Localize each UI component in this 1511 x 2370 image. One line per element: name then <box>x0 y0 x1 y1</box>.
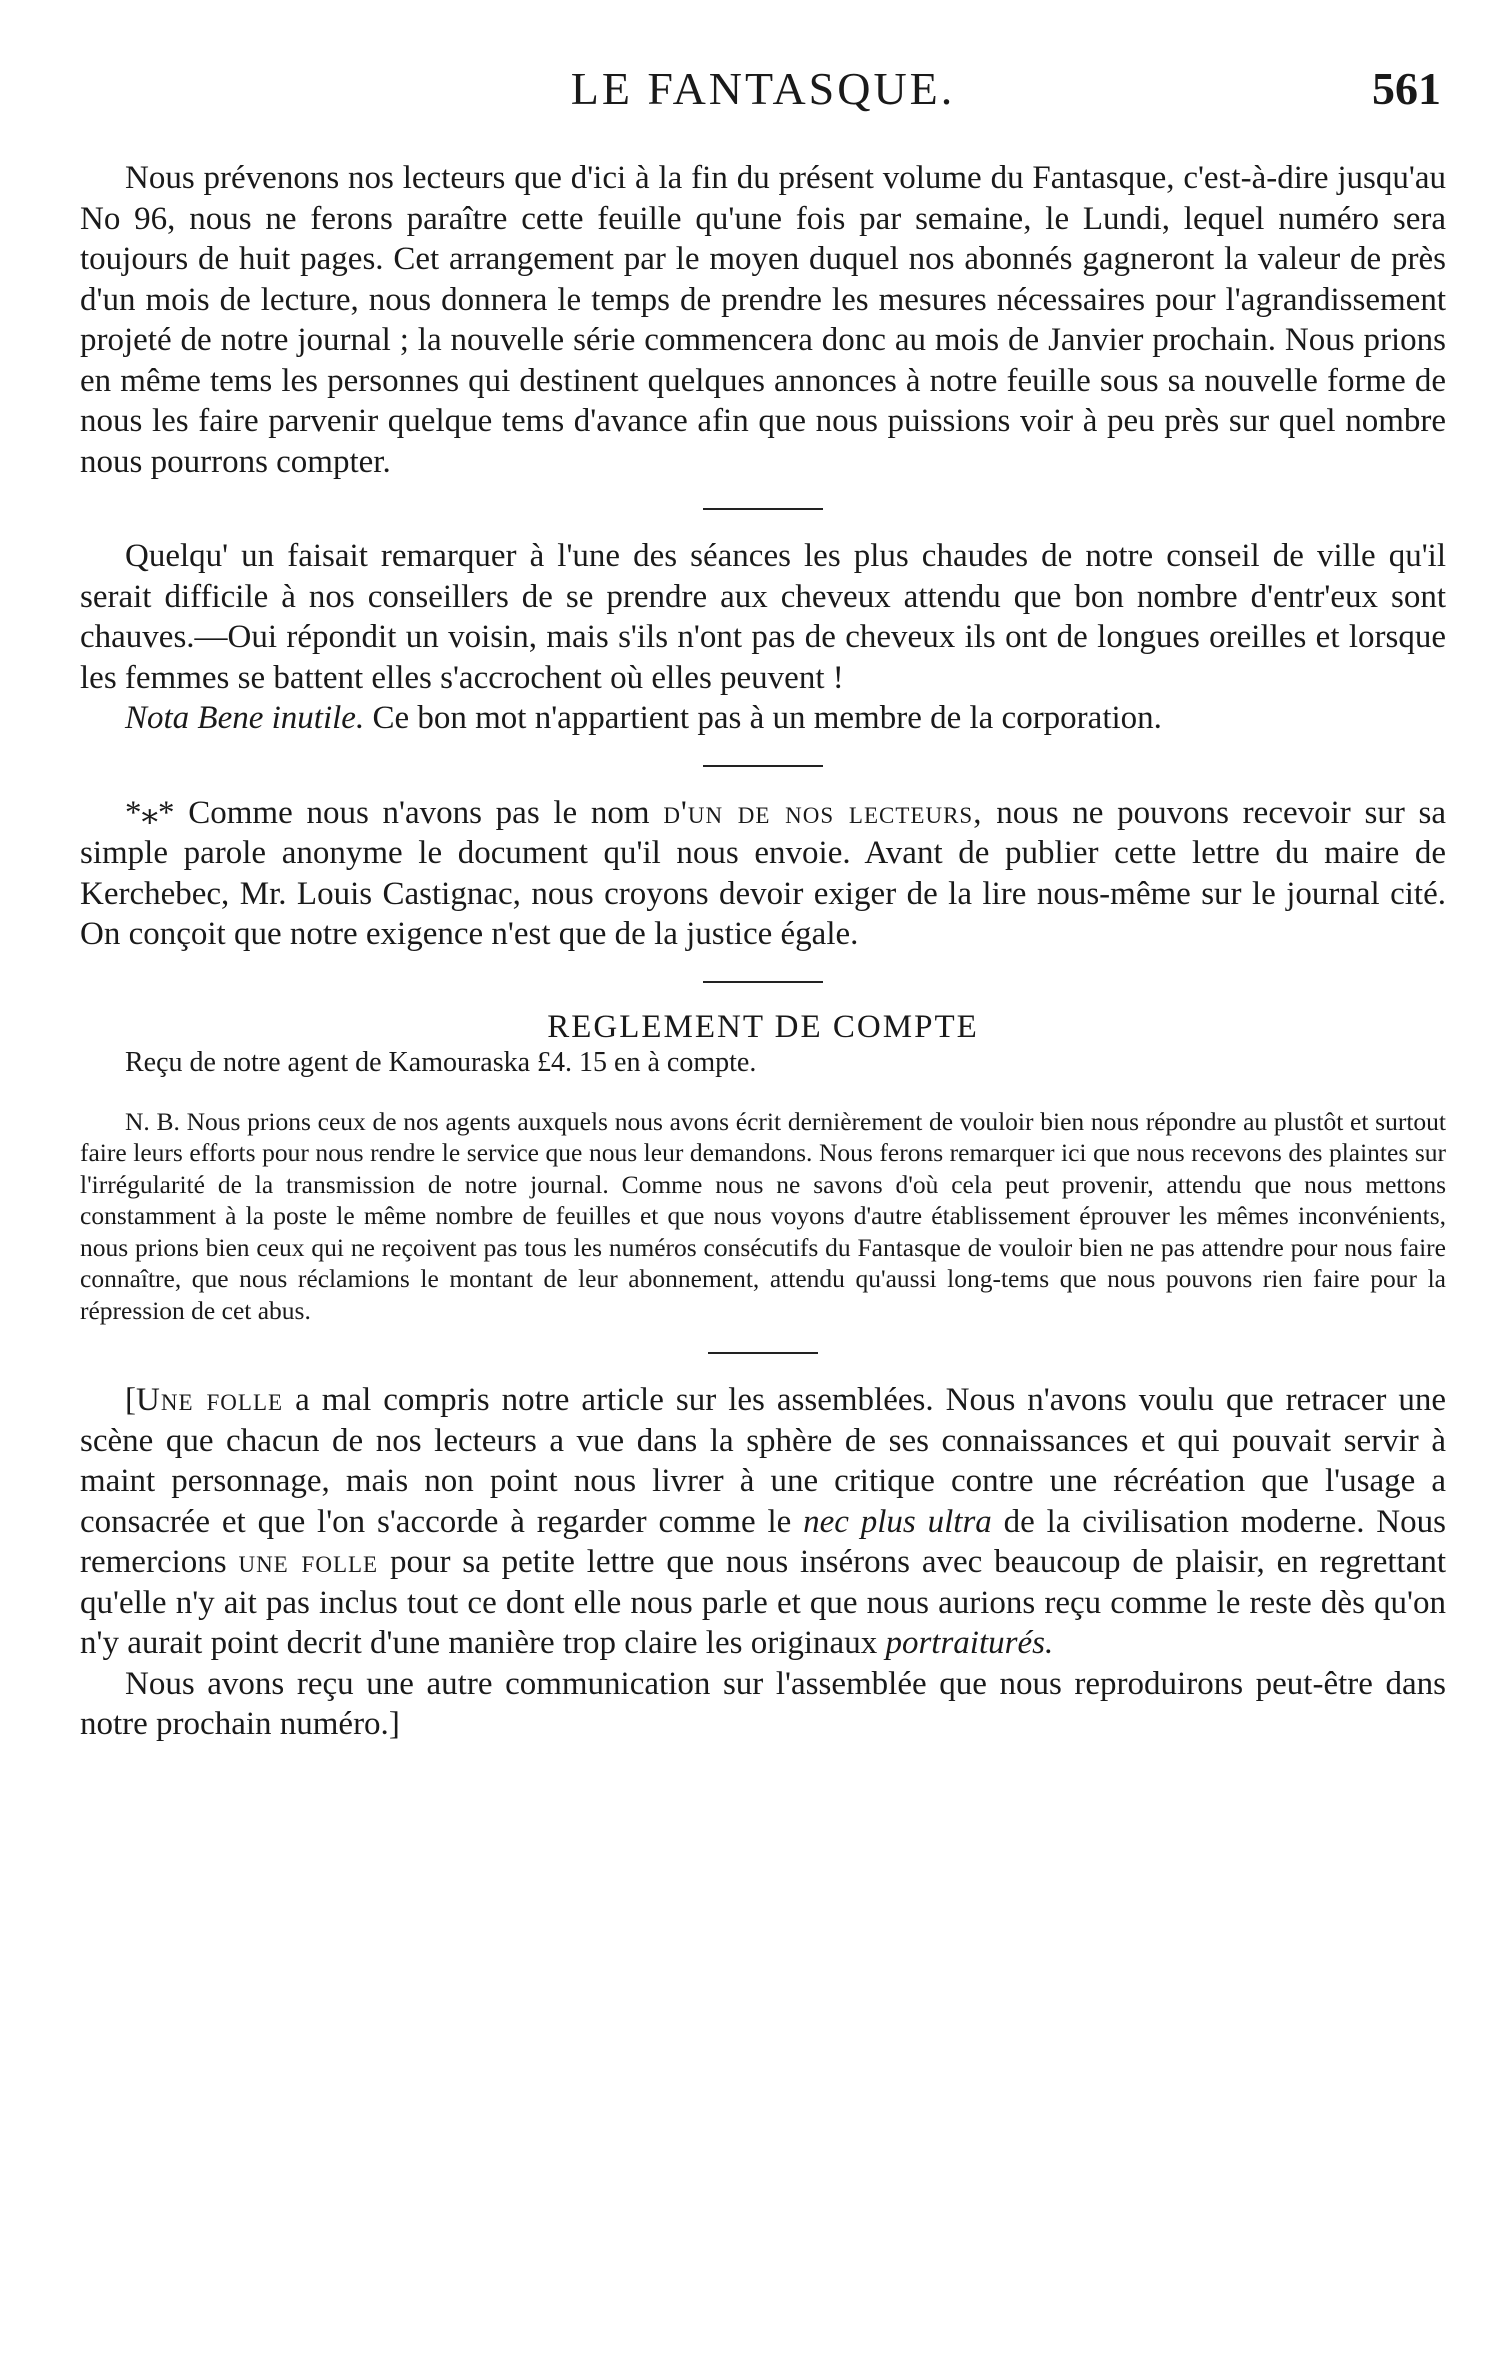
subscription-notice: Nous prévenons nos lecteurs que d'ici à la fin du présent volume du Fantasque, c'est-à-dire jusqu'au No 96, nous ne ferons paraître cette feuille qu'une fois par semaine, le Lundi, lequel numéro sera toujours de huit pages. Cet arrangement par le moyen duquel nos abonnés gagneront la valeur de près d'un mois de lecture, nous donnera le temps de prendre les mesures nécessaires pour l'agrandissement projeté de notre journal ; la nouvelle série commencera donc au mois de Janvier prochain. Nous prions en même tems les personnes qui destinent quelques annonces à notre feuille sous sa nouvelle forme de nous les faire parvenir quelque tems d'avance afin que nous puissions voir à peu près sur quel nombre nous pourrons compter. <box>80 160 1446 480</box>
article-body <box>80 158 1446 1745</box>
nota-bene-text: Ce bon mot n'appartient pas à un membre de la corporation. <box>372 700 1162 736</box>
agents-nb-notice: N. B. Nous prions ceux de nos agents auxquels nous avons écrit dernièrement de vouloir bien nous répondre au plustôt et surtout faire leurs efforts pour nous rendre le service que nous leur demandons. Nous ferons remarquer ici que nous recevons des plaintes sur l'irrégularité de la transmission de notre journal. Comme nous ne savons d'où cela peut provenir, attendu que nous mettons constamment à la poste le même nombre de feuilles et que nous voyons d'autre établissement éprouver les mêmes inconvénients, nous prions bien ceux qui ne reçoivent pas tous les numéros consécutifs du Fantasque de vouloir bien ne pas attendre pour nous faire connaître, que nous réclamions le montant de leur abonnement, attendu qu'aussi long-tems que nous pouvons rien faire pour la répression de cet abus. <box>80 1106 1446 1325</box>
nota-bene-label: Nota Bene inutile. <box>125 700 365 736</box>
reader-notice <box>80 793 1446 955</box>
settlement-receipt: Reçu de notre agent de Kamouraska £4. 15 en à compte. <box>125 1046 757 1078</box>
section-divider <box>703 765 823 767</box>
page-number: 561 <box>1372 63 1441 114</box>
page-header <box>80 62 1446 122</box>
section-divider <box>703 981 823 983</box>
reader-notice-smallcaps: d'un de nos lecteurs, <box>663 794 983 831</box>
masthead-title: LE FANTASQUE. <box>570 63 956 114</box>
bracket-close: ] <box>388 1706 400 1742</box>
une-folle-smallcaps-2: une folle <box>238 1544 379 1580</box>
nec-plus-ultra: nec plus ultra <box>803 1503 992 1540</box>
portraitures: portraiturés. <box>885 1625 1054 1661</box>
section-divider <box>703 508 823 510</box>
closing-text: Nous avons reçu une autre communication sur l'assemblée que nous reproduirons peut-être dans notre prochain numéro. <box>80 1665 1446 1742</box>
settlement-heading: REGLEMENT DE COMPTE <box>547 1008 979 1045</box>
folle-text-2: de la civilisation moderne. Nous remercions <box>80 1503 1446 1580</box>
folle-text-3: pour sa petite lettre que nous insérons avec beaucoup de plaisir, en regrettant qu'elle n'y ait pas inclus tout ce dont elle nous parle et que nous aurions reçu comme le reste dès qu'on n'y aurait point decrit d'une manière trop claire les originaux <box>80 1544 1447 1661</box>
folle-response <box>80 1380 1446 1664</box>
folle-text-1: a mal compris notre article sur les assemblées. Nous n'avons voulu que retracer une scène que chacun de nos lecteurs a vue dans la sphère de ses connaissances et qui pouvait servir à maint personnage, mais non point nous livrer à une critique contre une récréation que l'usage a consacrée et que l'on s'accorde à regarder comme le <box>80 1382 1446 1540</box>
reader-notice-lead: Comme nous n'avons pas le nom <box>188 794 650 831</box>
section-divider <box>708 1352 818 1354</box>
closing-note <box>80 1664 1446 1745</box>
reader-notice-rest: nous ne pouvons recevoir sur sa simple parole anonyme le document qu'il nous envoie. Avant de publier cette lettre du maire de Kerchebec, Mr. Louis Castignac, nous croyons devoir exiger de la lire nous-même sur le journal cité. On conçoit que notre exigence n'est que de la justice égale. <box>80 794 1447 952</box>
nota-bene <box>80 698 1446 739</box>
une-folle-smallcaps: Une folle <box>136 1382 284 1418</box>
bracket-open: [ <box>125 1382 136 1418</box>
council-anecdote: Quelqu' un faisait remarquer à l'une des séances les plus chaudes de notre conseil de ville qu'il serait difficile à nos conseillers de se prendre aux cheveux attendu que bon nombre d'entr'eux sont chauves.—Oui répondit un voisin, mais s'ils n'ont pas de cheveux ils ont de longues oreilles et lorsque les femmes se battent elles s'accrochent où elles peuvent ! <box>80 538 1446 696</box>
asterism: *⁎* <box>125 794 175 831</box>
